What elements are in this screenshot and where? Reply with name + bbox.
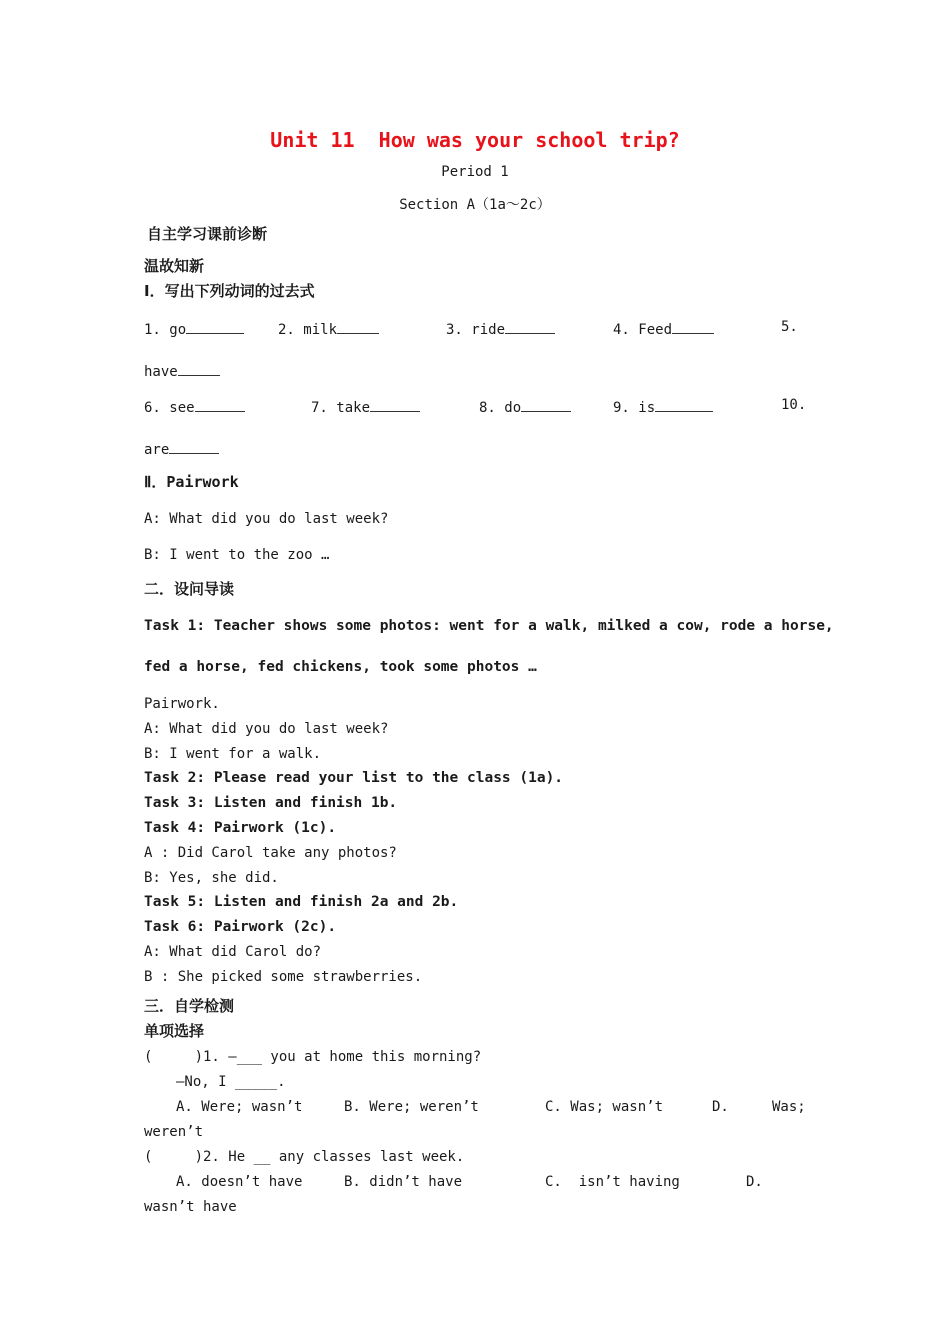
q2-option-c[interactable]: C. isn’t having [545, 1174, 680, 1190]
verb-item-5-cont: have [144, 361, 220, 380]
task3: Task 3: Listen and finish 1b. [144, 795, 398, 811]
period-label: Period 1 [441, 164, 509, 180]
answer-blank[interactable] [337, 319, 379, 334]
verb-item-7: 7. take [311, 397, 420, 416]
answer-blank[interactable] [521, 397, 571, 412]
guide-heading: 二．设问导读 [144, 580, 235, 598]
verb-item-10: 10. [781, 397, 807, 413]
dialog2-a: A : Did Carol take any photos? [144, 845, 397, 861]
q1-option-d-cont: weren’t [144, 1124, 204, 1140]
verb-item-1: 1. go [144, 319, 244, 338]
answer-blank[interactable] [672, 319, 714, 334]
pairwork-label: Pairwork. [144, 696, 220, 712]
check-heading: 三．自学检测 [144, 997, 235, 1015]
q2-option-b[interactable]: B. didn’t have [344, 1174, 463, 1190]
answer-blank[interactable] [195, 397, 245, 412]
question-2: ( )2. He __ any classes last week. [144, 1149, 465, 1165]
task4: Task 4: Pairwork (1c). [144, 820, 337, 836]
verb-item-2: 2. milk [278, 319, 379, 338]
verb-item-5: 5. [781, 319, 798, 335]
task6: Task 6: Pairwork (2c). [144, 919, 337, 935]
answer-blank[interactable] [505, 319, 555, 334]
task1-line2: fed a horse, fed chickens, took some photos … [144, 659, 537, 675]
dialog3-b: B : She picked some strawberries. [144, 969, 423, 985]
pairwork-line-a: A: What did you do last week? [144, 511, 389, 527]
dialog1-a: A: What did you do last week? [144, 721, 389, 737]
verb-item-10-cont: are [144, 439, 219, 458]
dialog2-b: B: Yes, she did. [144, 870, 279, 886]
mc-heading: 单项选择 [144, 1022, 205, 1040]
q2-option-d[interactable]: D. [746, 1174, 763, 1190]
answer-blank[interactable] [370, 397, 420, 412]
part1-heading: Ⅰ．写出下列动词的过去式 [144, 282, 315, 300]
q2-option-d-cont: wasn’t have [144, 1199, 237, 1215]
question-1: ( )1. —___ you at home this morning? [144, 1049, 482, 1065]
page-title: Unit 11 How was your school trip? [270, 128, 680, 152]
task5: Task 5: Listen and finish 2a and 2b. [144, 894, 459, 910]
verb-item-4: 4. Feed [613, 319, 714, 338]
verb-item-8: 8. do [479, 397, 571, 416]
q1-option-d-text: Was; [772, 1099, 806, 1115]
part2-heading: Ⅱ．Pairwork [144, 473, 239, 491]
dialog1-b: B: I went for a walk. [144, 746, 322, 762]
answer-blank[interactable] [169, 439, 219, 454]
verb-item-3: 3. ride [446, 319, 555, 338]
q1-option-d[interactable]: D. [712, 1099, 729, 1115]
answer-blank[interactable] [655, 397, 713, 412]
answer-blank[interactable] [186, 319, 244, 334]
question-1-reply: —No, I _____. [176, 1074, 286, 1090]
verb-item-6: 6. see [144, 397, 245, 416]
section-label: Section A（1a～2c） [399, 197, 551, 213]
task2: Task 2: Please read your list to the class (1a). [144, 770, 564, 786]
q2-option-a[interactable]: A. doesn’t have [176, 1174, 303, 1190]
q1-option-b[interactable]: B. Were; weren’t [344, 1099, 479, 1115]
self-study-heading: 自主学习课前诊断 [147, 225, 268, 243]
verb-item-9: 9. is [613, 397, 713, 416]
pairwork-line-b: B: I went to the zoo … [144, 547, 330, 563]
dialog3-a: A: What did Carol do? [144, 944, 322, 960]
q1-option-c[interactable]: C. Was; wasn’t [545, 1099, 664, 1115]
answer-blank[interactable] [178, 361, 220, 376]
q1-option-a[interactable]: A. Were; wasn’t [176, 1099, 303, 1115]
task1-line1: Task 1: Teacher shows some photos: went for a walk, milked a cow, rode a horse, [144, 618, 834, 634]
review-heading: 温故知新 [144, 257, 205, 275]
